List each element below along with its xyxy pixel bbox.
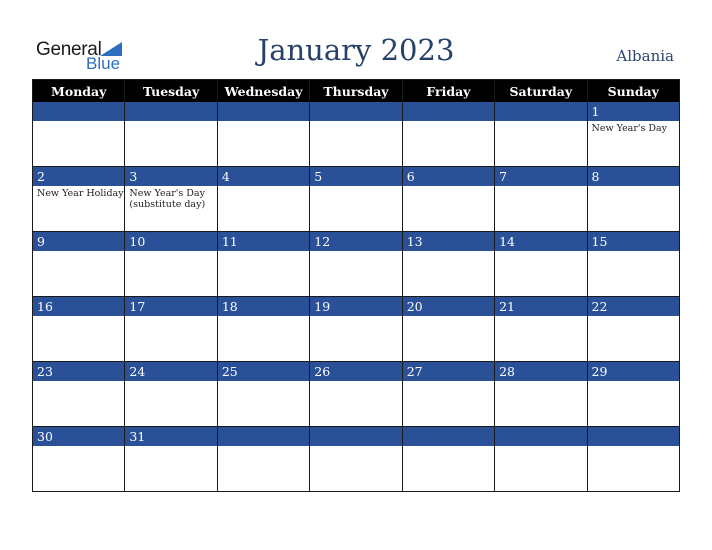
day-cell [587, 232, 679, 297]
day-number: 16 [33, 297, 124, 317]
day-cell [402, 362, 494, 427]
day-number: 14 [495, 232, 586, 252]
day-number: 31 [125, 427, 216, 447]
calendar-week-row [33, 362, 680, 427]
day-cell [587, 102, 679, 167]
day-cell [125, 232, 217, 297]
day-cell [217, 362, 309, 427]
day-number [218, 427, 309, 447]
day-cell [402, 297, 494, 362]
day-number: 15 [588, 232, 679, 252]
calendar-week-row [33, 297, 680, 362]
calendar-week-row [33, 232, 680, 297]
day-cell [495, 232, 587, 297]
day-number: 23 [33, 362, 124, 382]
day-cell [125, 427, 217, 492]
day-number: 26 [310, 362, 401, 382]
day-cell [217, 167, 309, 232]
day-cell [217, 297, 309, 362]
day-cell [402, 232, 494, 297]
calendar-week-row [33, 427, 680, 492]
weekday-header: Tuesday [125, 80, 217, 103]
day-cell [310, 232, 402, 297]
day-number [495, 427, 586, 447]
day-cell [33, 102, 125, 167]
day-number: 9 [33, 232, 124, 252]
day-number: 7 [495, 167, 586, 187]
day-cell [587, 297, 679, 362]
day-cell [495, 427, 587, 492]
day-cell [125, 102, 217, 167]
day-number: 2 [33, 167, 124, 187]
day-cell [495, 102, 587, 167]
day-cell [33, 427, 125, 492]
day-number: 27 [403, 362, 494, 382]
day-cell [587, 362, 679, 427]
day-number [403, 427, 494, 447]
day-cell [125, 297, 217, 362]
day-cell [310, 427, 402, 492]
holiday-label: New Year's Day (substitute day) [129, 188, 206, 210]
day-number: 4 [218, 167, 309, 187]
day-number: 28 [495, 362, 586, 382]
day-number: 13 [403, 232, 494, 252]
holiday-label: New Year Holiday [37, 188, 124, 199]
day-number: 12 [310, 232, 401, 252]
day-cell [310, 102, 402, 167]
day-cell [33, 297, 125, 362]
logo-text-general: General [36, 39, 102, 60]
day-cell [495, 167, 587, 232]
day-number: 17 [125, 297, 216, 317]
day-cell [402, 167, 494, 232]
day-number: 29 [588, 362, 679, 382]
day-cell [402, 427, 494, 492]
holiday-label: New Year's Day [591, 123, 668, 134]
weekday-header: Saturday [495, 80, 587, 103]
calendar-week-row [33, 102, 680, 167]
day-cell [402, 102, 494, 167]
day-number [125, 102, 216, 122]
day-number: 24 [125, 362, 216, 382]
day-number: 6 [403, 167, 494, 187]
weekday-header: Friday [402, 80, 494, 103]
country-label: Albania [616, 47, 674, 65]
day-number: 8 [588, 167, 679, 187]
day-number [218, 102, 309, 122]
day-number [403, 102, 494, 122]
weekday-header-row [33, 80, 680, 103]
day-cell [310, 167, 402, 232]
day-number [33, 102, 124, 122]
day-cell [495, 362, 587, 427]
weekday-header: Wednesday [217, 80, 309, 103]
day-number [310, 427, 401, 447]
day-cell [587, 427, 679, 492]
day-number: 25 [218, 362, 309, 382]
day-number [310, 102, 401, 122]
day-cell [217, 427, 309, 492]
day-cell [587, 167, 679, 232]
day-number: 18 [218, 297, 309, 317]
day-cell [125, 167, 217, 232]
day-number: 30 [33, 427, 124, 447]
day-cell [33, 167, 125, 232]
day-cell [310, 362, 402, 427]
day-cell [495, 297, 587, 362]
day-cell [125, 362, 217, 427]
day-cell [33, 362, 125, 427]
day-number: 19 [310, 297, 401, 317]
day-number: 10 [125, 232, 216, 252]
page-title: January 2023 [257, 33, 455, 67]
day-number: 21 [495, 297, 586, 317]
day-number: 11 [218, 232, 309, 252]
day-number: 1 [588, 102, 679, 122]
weekday-header: Monday [33, 80, 125, 103]
logo-text-blue: Blue [86, 54, 121, 73]
calendar-week-row [33, 167, 680, 232]
day-cell [310, 297, 402, 362]
day-number: 22 [588, 297, 679, 317]
day-number: 20 [403, 297, 494, 317]
weekday-header: Sunday [587, 80, 679, 103]
day-cell [217, 102, 309, 167]
weekday-header: Thursday [310, 80, 402, 103]
day-cell [33, 232, 125, 297]
day-cell [217, 232, 309, 297]
day-number [588, 427, 679, 447]
day-number [495, 102, 586, 122]
calendar-grid [32, 79, 680, 492]
day-number: 3 [125, 167, 216, 187]
day-number: 5 [310, 167, 401, 187]
